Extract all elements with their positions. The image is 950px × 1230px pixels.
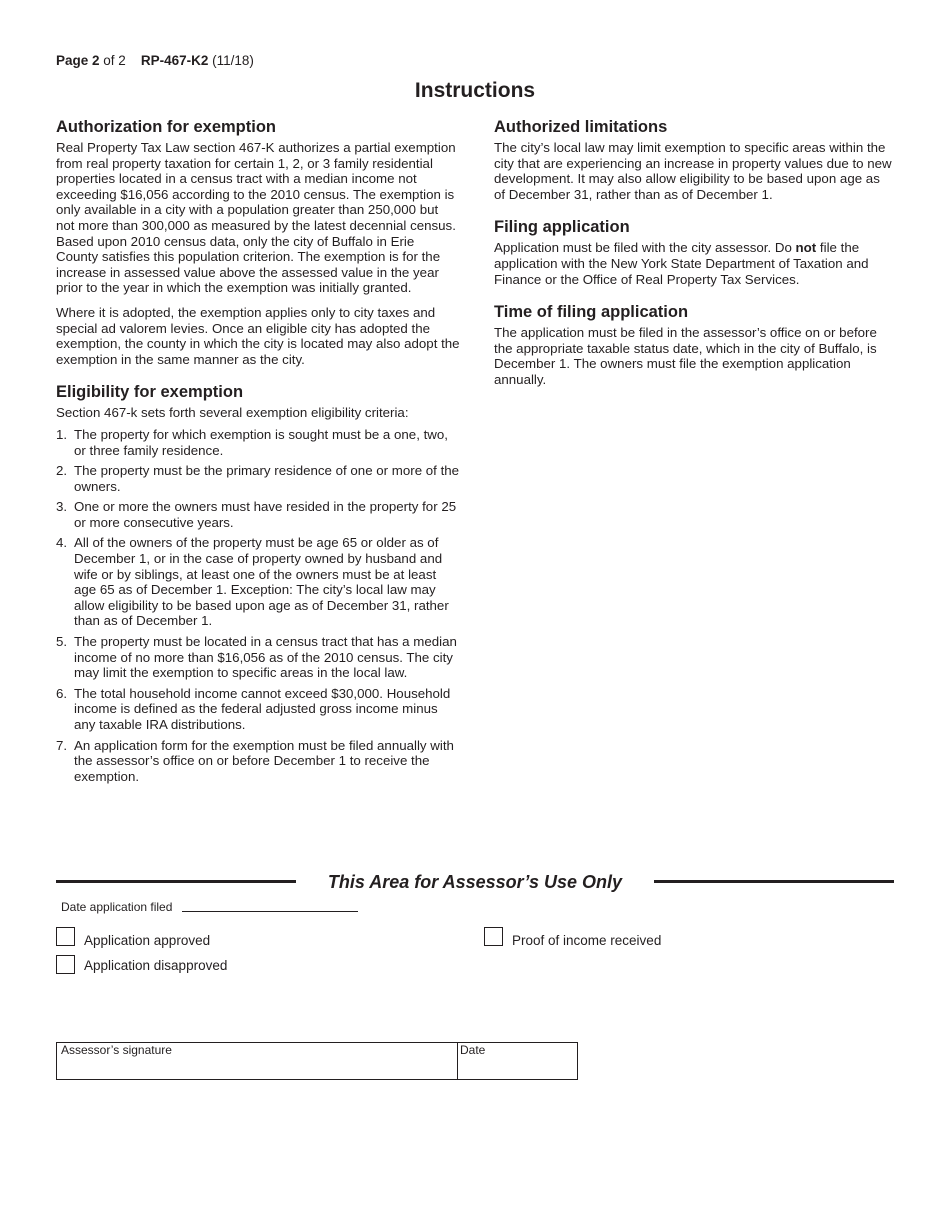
list-item: [56, 634, 460, 681]
eligibility-list: [56, 427, 460, 784]
time-section: [494, 303, 894, 387]
limitations-text: The city’s local law may limit exemption to specific areas within the city that are experiencing an increase in property values due to new development. It may also allow eligibility to be based upon age as of December 31, rather than as of December 1.: [494, 140, 892, 202]
disapproved-label: Application disapproved: [84, 958, 228, 973]
signature-date-label: Date: [460, 1043, 486, 1057]
list-item-number: 1.: [56, 426, 68, 442]
list-item: [56, 738, 460, 785]
page-total: of 2: [99, 53, 126, 68]
disapproved-checkbox[interactable]: [56, 955, 75, 974]
list-item-number: 5.: [56, 634, 68, 650]
list-item-text: The property must be the primary residence of one or more of the owners.: [74, 463, 460, 494]
divider: [457, 1043, 458, 1079]
form-number: RP-467-K2: [140, 53, 209, 68]
assessor-area-title: This Area for Assessor’s Use Only: [327, 872, 623, 892]
filing-text-emphasis: not: [795, 240, 817, 256]
list-item-number: 7.: [56, 737, 68, 753]
list-item-text: The property must be located in a census tract that has a median income of no more than $16,056 as of the 2010 census. The city may limit the exemption to specific areas in the local law.: [74, 634, 457, 681]
approved-checkbox[interactable]: [56, 927, 75, 946]
signature-label: Assessor’s signature: [61, 1043, 172, 1057]
date-filed-label: Date application filed: [61, 900, 173, 914]
filing-text: [494, 240, 894, 287]
list-item-text: One or more the owners must have resided in the property for 25 or more consecutive years.: [74, 499, 457, 530]
list-item: [56, 427, 460, 458]
limitations-section: [494, 118, 894, 202]
list-item-text: An application form for the exemption must be filed annually with the assessor’s office on or before December 1 to receive the exemption.: [74, 737, 454, 784]
assessor-area-header: [56, 872, 894, 894]
page-title: Instructions: [414, 79, 536, 102]
list-item-number: 4.: [56, 535, 68, 551]
eligibility-heading: Eligibility for exemption: [56, 383, 244, 402]
eligibility-section: [56, 383, 460, 784]
filing-text-end: file the application with the New York State Department of Taxation and Finance or the Office of Real Property Tax Services.: [494, 240, 869, 287]
authorization-paragraph-2: Where it is adopted, the exemption applies only to city taxes and special ad valorem levies. Once an eligible city has adopted the exemption, the county in which the city is located may also adopt the exemption in the same manner as the city.: [56, 304, 460, 367]
time-heading: Time of filing application: [494, 303, 689, 322]
right-column: [494, 118, 894, 388]
list-item-text: The property for which exemption is sought must be a one, two, or three family residence.: [74, 426, 448, 458]
list-item-number: 3.: [56, 499, 68, 515]
list-item: [56, 535, 460, 629]
authorization-paragraph-1: Real Property Tax Law section 467-K authorizes a partial exemption from real property taxation for certain 1, 2, or 3 family residential properties located in a census tract with a median income not exceeding $16,056 according to the 2010 census. The exemption is only available in a city with a population greater than 250,000 but not more than 300,000 as measured by the latest decennial census. Based upon 2010 census data, only the city of Buffalo in Erie County satisfies this population criterion. The exemption is for the increase in assessed value above the assessed value in the year prior to the year in which the exemption was initially granted.: [56, 140, 456, 296]
page-number: Page 2: [56, 53, 100, 68]
proof-of-income-label: Proof of income received: [512, 933, 662, 948]
authorization-heading: Authorization for exemption: [56, 118, 276, 136]
list-item-number: 2.: [56, 463, 68, 479]
eligibility-intro: Section 467-k sets forth several exemption eligibility criteria:: [56, 405, 409, 421]
divider: [654, 880, 894, 883]
signature-box: [56, 1042, 578, 1080]
date-filed-field[interactable]: [182, 911, 358, 912]
filing-section: [494, 218, 894, 287]
list-item: [56, 686, 460, 733]
left-column: [56, 118, 460, 789]
form-revision: (11/18): [208, 53, 254, 68]
limitations-heading: Authorized limitations: [494, 118, 668, 136]
filing-heading: Filing application: [494, 218, 630, 237]
approved-label: Application approved: [84, 933, 211, 948]
list-item-text: The total household income cannot exceed $30,000. Household income is defined as the federal adjusted gross income minus any taxable IRA distributions.: [74, 685, 451, 732]
proof-of-income-checkbox[interactable]: [484, 927, 503, 946]
list-item: [56, 463, 460, 494]
filing-text-start: Application must be filed with the city assessor. Do: [494, 240, 796, 256]
list-item-number: 6.: [56, 685, 68, 701]
authorization-section: [56, 118, 460, 367]
page-header: [56, 53, 254, 68]
list-item-text: All of the owners of the property must be age 65 or older as of December 1, or in the case of property owned by husband and wife or by siblings, at least one of the owners must be at least age 65 as of December 1. Exception: The city’s local law may allow eligibility to be based upon age as of December 31, rather than as of December 1.: [74, 535, 449, 629]
time-text: The application must be filed in the assessor’s office on or before the appropriate taxable status date, which in the city of Buffalo, is December 1. The owners must file the exemption application annually.: [494, 325, 877, 387]
list-item: [56, 499, 460, 530]
